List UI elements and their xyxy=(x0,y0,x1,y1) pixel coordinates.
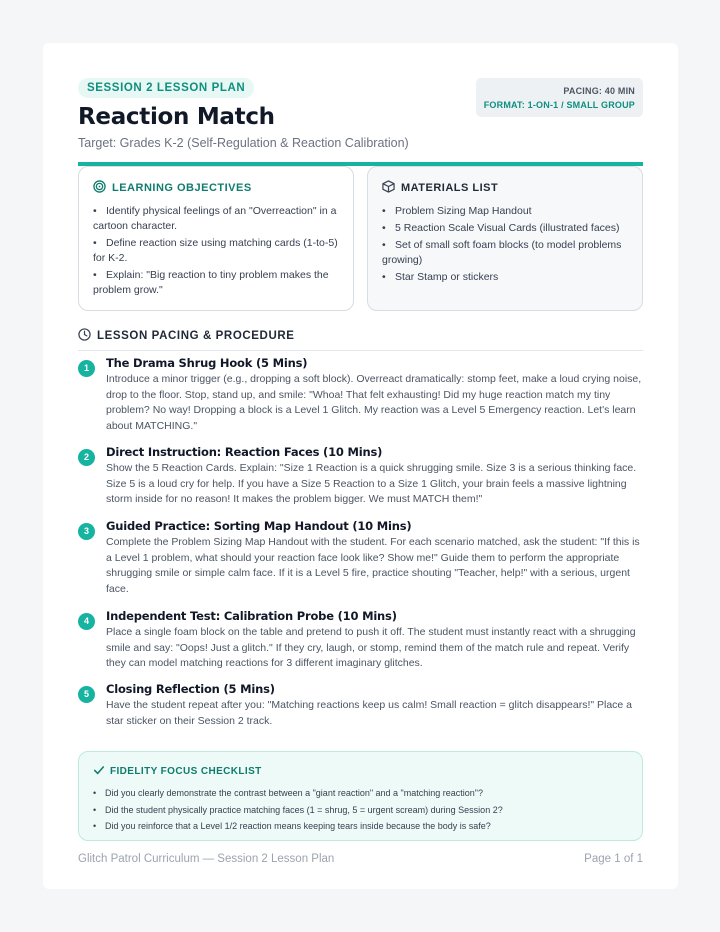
format-label: FORMAT: 1-ON-1 / SMALL GROUP xyxy=(483,100,635,110)
step-number: 5 xyxy=(78,686,95,703)
checklist-item: • Did you clearly demonstrate the contrast between a "giant reaction" and a "matching reaction"? xyxy=(93,785,628,802)
lesson-plan-page xyxy=(43,43,678,889)
footer-title: Glitch Patrol Curriculum — Session 2 Lesson Plan xyxy=(78,853,335,865)
box-icon xyxy=(382,180,395,196)
step-title: Independent Test: Calibration Probe (10 Mins) xyxy=(106,609,397,623)
fidelity-heading xyxy=(93,764,628,779)
step-text: Have the student repeat after you: "Matching reactions keep us calm! Small reaction = glitch disappears!" Place a star sticker on their Session 2 track. xyxy=(106,699,633,727)
list-item: • Set of small soft foam blocks (to model problems growing) xyxy=(382,239,622,266)
checklist-item: • Did you reinforce that a Level 1/2 reaction means keeping tears inside because the body is safe? xyxy=(93,818,628,835)
session-badge: SESSION 2 LESSON PLAN xyxy=(78,78,254,98)
step-number: 4 xyxy=(78,613,95,630)
pacing-label: PACING: 40 MIN xyxy=(563,86,635,96)
procedure-heading-text: LESSON PACING & PROCEDURE xyxy=(97,330,295,342)
checklist-item: • Did the student physically practice matching faces (1 = shrug, 5 = urgent scream) during Session 2? xyxy=(93,802,628,819)
materials-heading xyxy=(382,180,628,196)
list-item: • 5 Reaction Scale Visual Cards (illustrated faces) xyxy=(382,222,620,234)
step-number: 3 xyxy=(78,523,95,540)
step-text: Place a single foam block on the table and pretend to push it off. The student must instantly react with a shrugging smile and say: "Oops! Just a glitch." If they cry, laugh, or stomp, remind them of the match rule and repeat. Verify they can model matching reactions for 3 different imaginary glitches. xyxy=(106,626,636,670)
list-item: • Explain: "Big reaction to tiny problem makes the problem grow." xyxy=(93,269,329,296)
step-3 xyxy=(78,519,643,597)
check-icon xyxy=(93,764,105,779)
fidelity-checklist xyxy=(78,751,643,841)
materials-list-card xyxy=(367,166,643,311)
step-text: Complete the Problem Sizing Map Handout with the student. For each scenario matched, ask the student: "If this is a Level 1 problem, what should your reaction face look like? Show me!" Guide them to perform the appropriate shrugging smile or simple calm face. If it is a Level 5 fire, practice shouting "Teacher, help!" with a serious, urgent face. xyxy=(106,536,640,595)
list-item: • Problem Sizing Map Handout xyxy=(382,205,532,217)
pacing-box xyxy=(476,78,643,117)
materials-list xyxy=(382,204,628,285)
page-footer xyxy=(78,853,643,865)
learning-objectives-card xyxy=(78,166,354,311)
fidelity-heading-text: FIDELITY FOCUS CHECKLIST xyxy=(110,766,262,777)
target-icon xyxy=(93,180,106,196)
step-title: Guided Practice: Sorting Map Handout (10 Mins) xyxy=(106,519,412,533)
step-1 xyxy=(78,356,643,434)
objectives-heading xyxy=(93,180,339,196)
list-item: • Define reaction size using matching cards (1-to-5) for K-2. xyxy=(93,237,338,264)
list-item: • Star Stamp or stickers xyxy=(382,271,499,283)
step-number: 2 xyxy=(78,449,95,466)
objectives-list xyxy=(93,204,339,298)
step-text: Introduce a minor trigger (e.g., dropping a soft block). Overreact dramatically: stomp feet, make a loud crying noise, drop to the floor. Stop, stand up, and smile: "Whoa! That felt exhausting! Did my huge reaction match my tiny problem? No way! Dropping a block is a Level 1 Glitch. My reaction was a Level 5 Emergency reaction. Let's learn about MATCHING." xyxy=(106,373,642,432)
step-4 xyxy=(78,609,643,672)
overview-cards xyxy=(78,166,643,311)
step-number: 1 xyxy=(78,360,95,377)
step-text: Show the 5 Reaction Cards. Explain: "Size 1 Reaction is a quick shrugging smile. Size 3 is a serious thinking face. Size 5 is a loud cry for help. If you have a Size 5 Reaction to a Size 1 Glitch, your brain feels a massive lightning storm inside for no reason! It makes the problem bigger. We must MATCH them!" xyxy=(106,462,637,506)
objectives-heading-text: LEARNING OBJECTIVES xyxy=(112,182,252,194)
procedure-heading xyxy=(78,328,643,351)
step-title: The Drama Shrug Hook (5 Mins) xyxy=(106,356,308,370)
page-content xyxy=(78,78,643,865)
step-title: Direct Instruction: Reaction Faces (10 Mins) xyxy=(106,445,383,459)
page-title: Reaction Match xyxy=(78,104,275,130)
clock-icon xyxy=(78,328,91,344)
page-number: Page 1 of 1 xyxy=(584,853,643,865)
step-5 xyxy=(78,682,643,729)
list-item: • Identify physical feelings of an "Overreaction" in a cartoon character. xyxy=(93,205,337,232)
target-audience: Target: Grades K-2 (Self-Regulation & Reaction Calibration) xyxy=(78,136,409,150)
step-title: Closing Reflection (5 Mins) xyxy=(106,682,275,696)
step-2 xyxy=(78,445,643,508)
materials-heading-text: MATERIALS LIST xyxy=(401,182,499,194)
